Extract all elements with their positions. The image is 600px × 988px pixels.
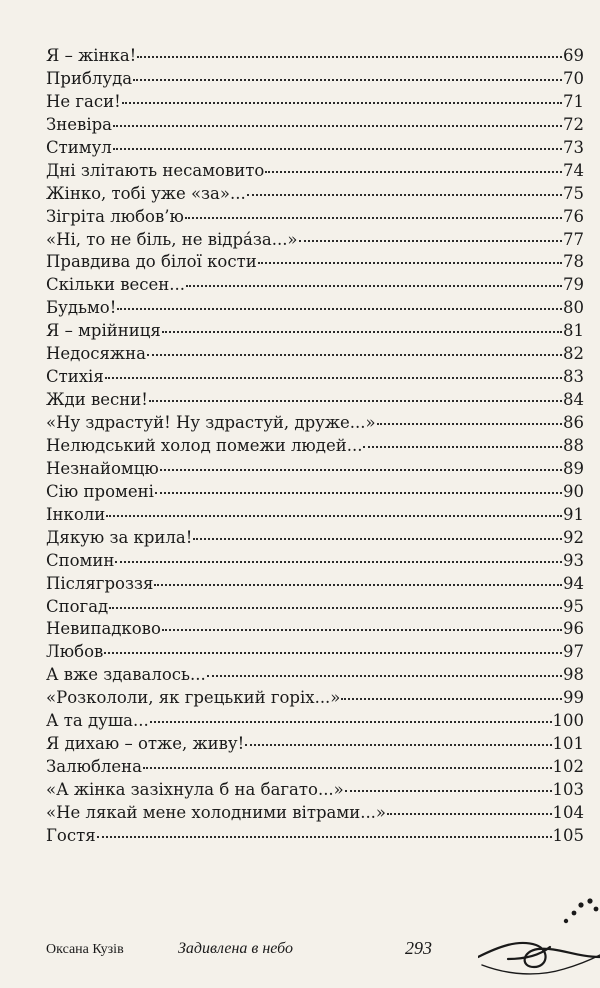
toc-row bbox=[46, 596, 584, 619]
toc-title: А вже здавалось... bbox=[46, 665, 206, 685]
toc-page-number: 77 bbox=[563, 229, 584, 249]
toc-leader-dots bbox=[265, 171, 562, 173]
toc-row bbox=[46, 550, 584, 573]
footer-author: Оксана Кузів bbox=[46, 942, 124, 957]
toc-title: Зігріта любов’ю bbox=[46, 206, 184, 226]
toc-leader-dots bbox=[193, 538, 562, 540]
toc-row bbox=[46, 274, 584, 297]
toc-leader-dots bbox=[105, 377, 562, 379]
toc-page-number: 104 bbox=[552, 802, 584, 822]
footer-book-title: Задивлена в небо bbox=[178, 940, 293, 957]
toc-row bbox=[46, 504, 584, 527]
toc-leader-dots bbox=[162, 331, 562, 333]
toc-leader-dots bbox=[150, 721, 552, 723]
toc-title: Спогад bbox=[46, 596, 109, 616]
toc-leader-dots bbox=[149, 400, 562, 402]
toc-row bbox=[46, 114, 584, 137]
toc-leader-dots bbox=[122, 102, 562, 104]
toc-leader-dots bbox=[245, 744, 551, 746]
toc-leader-dots bbox=[133, 79, 562, 81]
toc-row bbox=[46, 251, 584, 274]
toc-page-number: 75 bbox=[563, 183, 584, 203]
toc-row bbox=[46, 183, 584, 206]
toc-row bbox=[46, 687, 584, 710]
toc-leader-dots bbox=[186, 285, 562, 287]
toc-leader-dots bbox=[104, 652, 562, 654]
toc-title: «Розкололи, як грецький горіх...» bbox=[46, 688, 341, 708]
toc-row bbox=[46, 229, 584, 252]
toc-leader-dots bbox=[377, 423, 562, 425]
toc-title: Жди весни! bbox=[46, 390, 148, 410]
toc-title: Скільки весен... bbox=[46, 275, 186, 295]
toc-row bbox=[46, 527, 584, 550]
toc-page-number: 95 bbox=[563, 596, 584, 616]
toc-title: Невипадково bbox=[46, 619, 161, 639]
toc-leader-dots bbox=[147, 354, 562, 356]
toc-page-number: 73 bbox=[563, 137, 584, 157]
toc-leader-dots bbox=[97, 836, 552, 838]
toc-leader-dots bbox=[258, 262, 562, 264]
toc-row bbox=[46, 779, 584, 802]
toc-page-number: 97 bbox=[563, 642, 584, 662]
toc-title: «Не лякай мене холодними вітрами...» bbox=[46, 802, 387, 822]
toc-row bbox=[46, 458, 584, 481]
toc-page-number: 105 bbox=[552, 825, 584, 845]
toc-leader-dots bbox=[109, 607, 562, 609]
toc-page-number: 83 bbox=[563, 367, 584, 387]
toc-leader-dots bbox=[341, 698, 562, 700]
toc-page-number: 103 bbox=[552, 780, 584, 799]
toc-title: Недосяжна bbox=[46, 344, 146, 364]
toc-page-number: 80 bbox=[563, 298, 584, 318]
toc-title: «Ну здрастуй! Ну здрастуй, друже...» bbox=[46, 413, 376, 432]
toc-title: Будьмо! bbox=[46, 298, 117, 318]
footer-page-number: 293 bbox=[405, 938, 432, 958]
toc-row bbox=[46, 366, 584, 389]
toc-title: Залюблена bbox=[46, 757, 142, 777]
toc-row bbox=[46, 320, 584, 343]
toc-row bbox=[46, 389, 584, 412]
toc-title: Стимул bbox=[46, 137, 112, 157]
toc-row bbox=[46, 160, 584, 183]
toc-row bbox=[46, 733, 584, 756]
toc-leader-dots bbox=[160, 469, 562, 471]
toc-title: Я – жінка! bbox=[46, 46, 137, 65]
toc-title: Любов bbox=[46, 642, 104, 662]
toc-title: Нелюдський холод помежи людей... bbox=[46, 435, 363, 455]
toc-leader-dots bbox=[299, 240, 562, 242]
flourish-ornament-icon bbox=[478, 895, 600, 988]
toc-title: Я дихаю – отже, живу! bbox=[46, 734, 245, 754]
toc-leader-dots bbox=[387, 813, 551, 815]
toc-title: Зневіра bbox=[46, 114, 113, 134]
toc-row bbox=[46, 710, 584, 733]
toc-title: «Ні, то не біль, не відра́за...» bbox=[46, 229, 298, 249]
toc-page-number: 72 bbox=[563, 114, 584, 134]
toc-row bbox=[46, 343, 584, 366]
toc-page-number: 84 bbox=[563, 390, 584, 410]
toc-title: Незнайомцю bbox=[46, 458, 159, 478]
toc-row bbox=[46, 68, 584, 91]
toc-title: Не гаси! bbox=[46, 91, 121, 111]
toc-leader-dots bbox=[115, 561, 562, 563]
toc-leader-dots bbox=[113, 125, 562, 127]
toc-row bbox=[46, 435, 584, 458]
toc-page-number: 74 bbox=[563, 160, 584, 180]
toc-row bbox=[46, 206, 584, 229]
toc-row bbox=[46, 664, 584, 687]
toc-page-number: 99 bbox=[563, 688, 584, 708]
toc-leader-dots bbox=[154, 584, 562, 586]
toc-page-number: 81 bbox=[563, 321, 584, 341]
toc-page-number: 71 bbox=[563, 91, 584, 111]
toc-page-number: 100 bbox=[552, 711, 584, 731]
toc-leader-dots bbox=[106, 515, 562, 517]
toc-title: Післягроззя bbox=[46, 573, 154, 593]
toc-page-number: 88 bbox=[563, 435, 584, 455]
toc-leader-dots bbox=[137, 56, 562, 58]
toc-title: Жінко, тобі уже «за»... bbox=[46, 183, 246, 203]
toc-title: Гостя bbox=[46, 825, 96, 845]
toc-page-number: 93 bbox=[563, 550, 584, 570]
toc-page-number: 79 bbox=[563, 275, 584, 295]
toc-row bbox=[46, 756, 584, 779]
toc-title: Правдива до білої кости bbox=[46, 252, 257, 272]
toc-leader-dots bbox=[143, 767, 552, 769]
toc-row bbox=[46, 137, 584, 160]
toc-page-number: 98 bbox=[563, 665, 584, 685]
toc-title: Дякую за крила! bbox=[46, 527, 193, 547]
toc-row bbox=[46, 412, 584, 435]
toc-title: Я – мрійниця bbox=[46, 321, 161, 341]
toc-row bbox=[46, 618, 584, 641]
toc-row bbox=[46, 91, 584, 114]
toc-page-number: 89 bbox=[563, 458, 584, 478]
toc-title: А та душа... bbox=[46, 711, 149, 731]
toc-title: Дні злітають несамовито bbox=[46, 160, 265, 180]
toc-leader-dots bbox=[117, 308, 562, 310]
toc-row bbox=[46, 573, 584, 596]
toc-leader-dots bbox=[345, 790, 552, 792]
toc-leader-dots bbox=[363, 446, 562, 448]
toc-row bbox=[46, 802, 584, 825]
toc-row bbox=[46, 641, 584, 664]
toc-row bbox=[46, 825, 584, 848]
toc-page-number: 78 bbox=[563, 252, 584, 272]
toc-leader-dots bbox=[185, 217, 562, 219]
toc-page-number: 101 bbox=[552, 734, 584, 754]
toc-leader-dots bbox=[113, 148, 562, 150]
toc-leader-dots bbox=[162, 629, 562, 631]
toc-page-number: 70 bbox=[563, 68, 584, 88]
toc-page-number: 69 bbox=[563, 46, 584, 65]
toc-row bbox=[46, 45, 584, 68]
table-of-contents bbox=[46, 45, 584, 848]
toc-page-number: 76 bbox=[563, 206, 584, 226]
toc-leader-dots bbox=[155, 492, 562, 494]
toc-title: «А жінка зазіхнула б на багато...» bbox=[46, 780, 344, 799]
toc-title: Приблуда bbox=[46, 68, 133, 88]
toc-page-number: 96 bbox=[563, 619, 584, 639]
toc-page-number: 102 bbox=[552, 757, 584, 777]
toc-title: Спомин bbox=[46, 550, 115, 570]
toc-page-number: 82 bbox=[563, 344, 584, 364]
toc-page-number: 91 bbox=[563, 504, 584, 524]
toc-page-number: 94 bbox=[563, 573, 584, 593]
toc-leader-dots bbox=[207, 675, 562, 677]
toc-title: Сію промені bbox=[46, 481, 154, 501]
toc-title: Інколи bbox=[46, 504, 106, 524]
toc-row bbox=[46, 481, 584, 504]
toc-page-number: 86 bbox=[563, 413, 584, 432]
toc-row bbox=[46, 297, 584, 320]
toc-page-number: 90 bbox=[563, 481, 584, 501]
toc-leader-dots bbox=[247, 194, 562, 196]
toc-page-number: 92 bbox=[563, 527, 584, 547]
toc-title: Стихія bbox=[46, 367, 104, 387]
